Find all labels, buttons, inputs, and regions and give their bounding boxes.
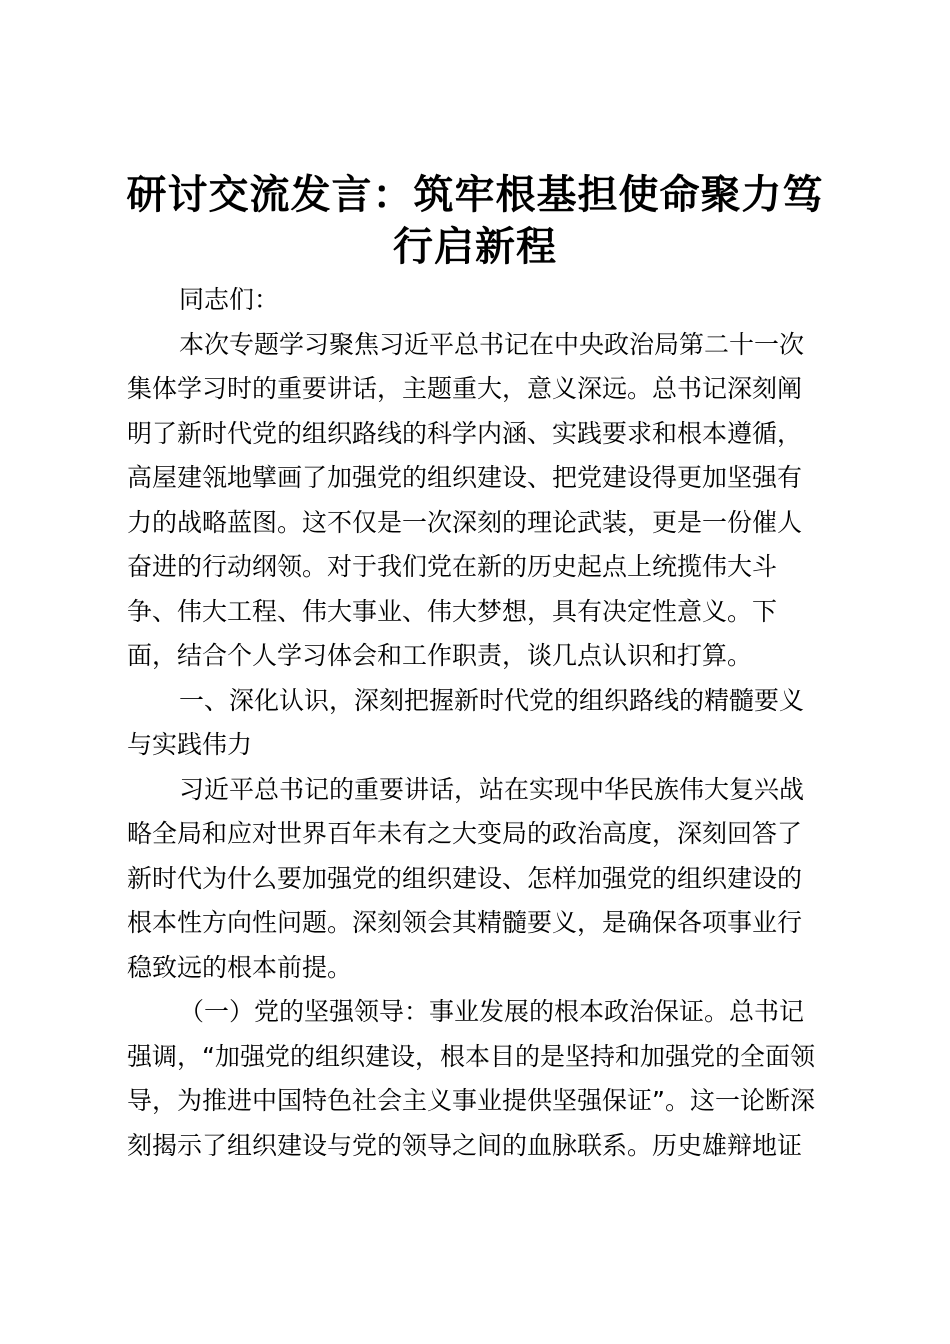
document-body: [127, 278, 827, 1168]
body-text-line: 根本性方向性问题。深刻领会其精髓要义，是确保各项事业行: [127, 908, 803, 937]
body-text-line: 同志们：: [179, 285, 280, 314]
body-text-line: （一）党的坚强领导：事业发展的根本政治保证。总书记: [179, 997, 805, 1026]
body-text-line: 略全局和应对世界百年未有之大变局的政治高度，深刻回答了: [127, 819, 803, 848]
document-title-line-2: 行启新程: [393, 223, 557, 270]
body-text-line: 集体学习时的重要讲话，主题重大，意义深远。总书记深刻阐: [127, 374, 803, 403]
body-text-line: 明了新时代党的组织路线的科学内涵、实践要求和根本遵循，: [127, 418, 803, 448]
body-text-line: 奋进的行动纲领。对于我们党在新的历史起点上统揽伟大斗: [127, 552, 778, 581]
body-text-line: 面，结合个人学习体会和工作职责，谈几点认识和打算。: [127, 641, 753, 670]
body-text-line: 强调，“加强党的组织建设，根本目的是坚持和加强党的全面领: [127, 1041, 815, 1071]
body-text-line: 本次专题学习聚焦习近平总书记在中央政治局第二十一次: [179, 329, 805, 359]
body-text-line: 刻揭示了组织建设与党的领导之间的血脉联系。历史雄辩地证: [127, 1130, 803, 1160]
body-text-line: 一、深化认识，深刻把握新时代党的组织路线的精髓要义: [179, 685, 805, 715]
body-text-line: 新时代为什么要加强党的组织建设、怎样加强党的组织建设的: [127, 863, 803, 893]
body-text-line: 导，为推进中国特色社会主义事业提供坚强保证”。这一论断深: [127, 1086, 815, 1115]
body-text-line: 与实践伟力: [127, 730, 253, 759]
document-title-line-1: 研讨交流发言：筑牢根基担使命聚力笃: [126, 171, 824, 218]
body-text-line: 稳致远的根本前提。: [127, 952, 353, 982]
body-text-line: 习近平总书记的重要讲话，站在实现中华民族伟大复兴战: [179, 774, 805, 804]
body-text-line: 高屋建瓴地擘画了加强党的组织建设、把党建设得更加坚强有: [127, 463, 803, 492]
body-text-line: 争、伟大工程、伟大事业、伟大梦想，具有决定性意义。下: [127, 596, 778, 626]
body-text-line: 力的战略蓝图。这不仅是一次深刻的理论武装，更是一份催人: [127, 507, 803, 537]
